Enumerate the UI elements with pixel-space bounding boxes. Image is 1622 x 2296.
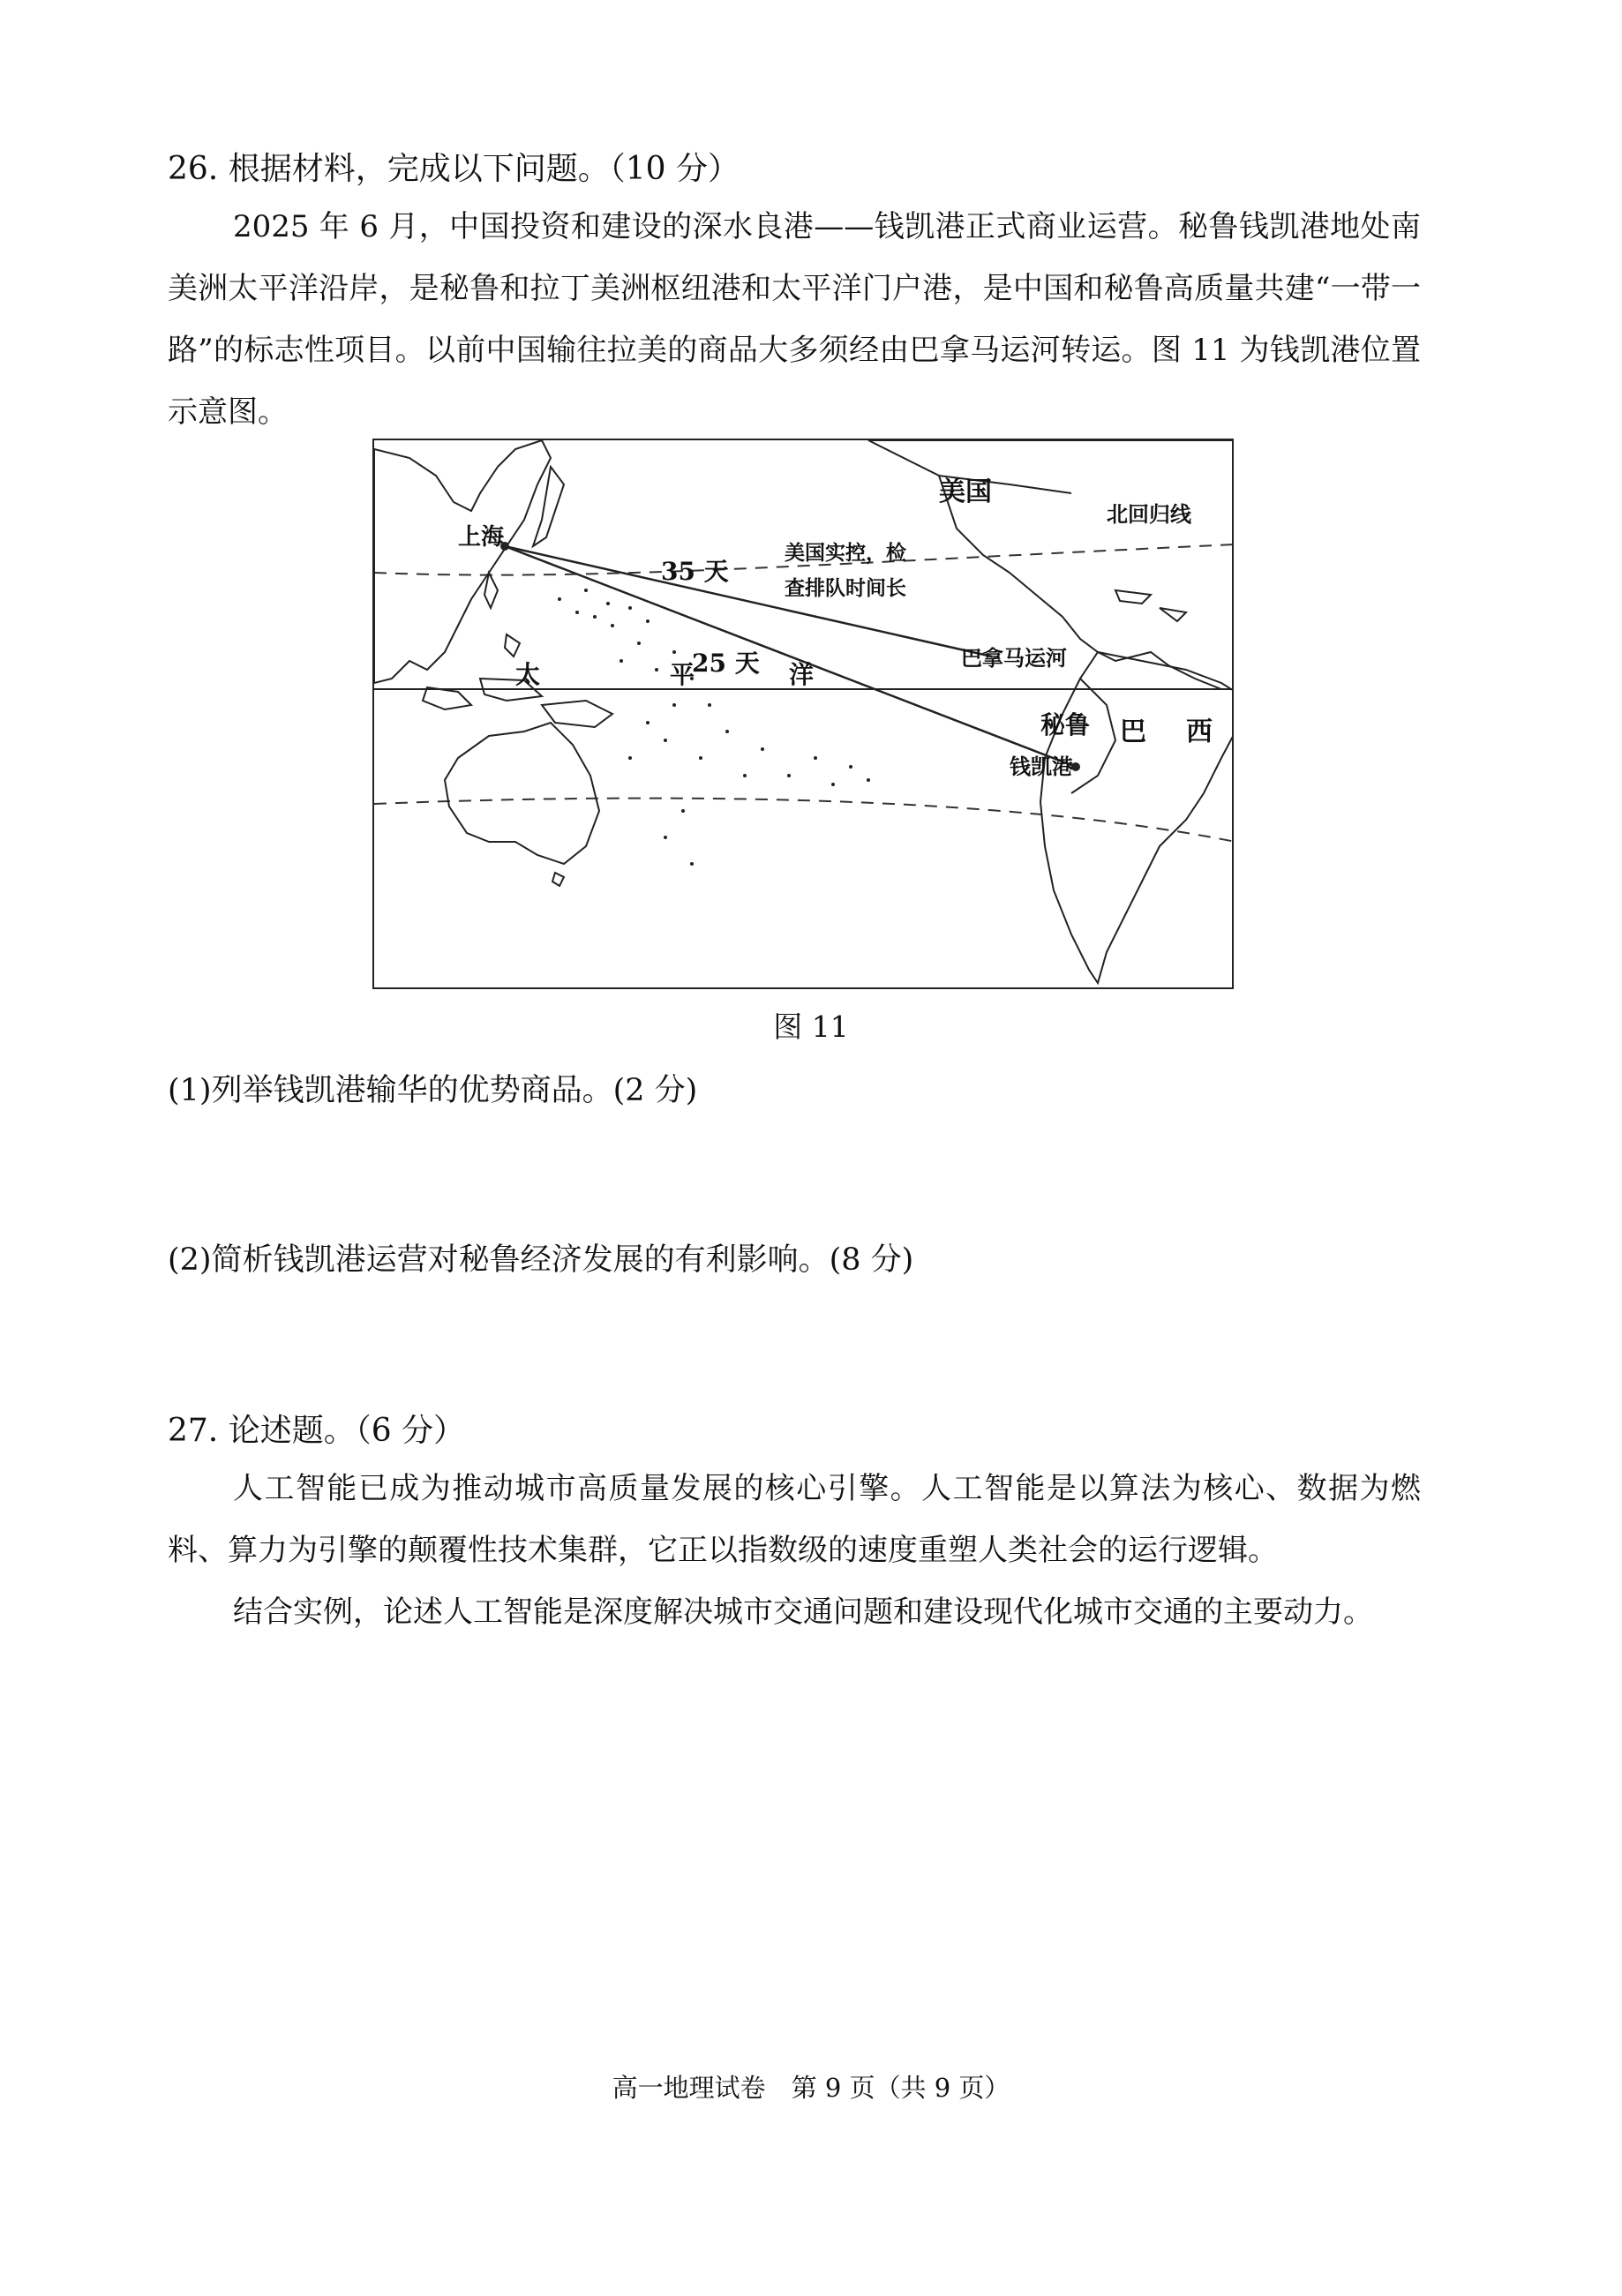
map-label-pacific-1: 太 [515, 660, 541, 689]
question-27-material: 人工智能已成为推动城市高质量发展的核心引擎。人工智能是以算法为核心、数据为燃料、算力为引擎的颠覆性技术集群，它正以指数级的速度重塑人类社会的运行逻辑。 [168, 1471, 1421, 1568]
map-label-brazil-2: 西 [1186, 717, 1213, 747]
tropic-of-capricorn-line [374, 799, 1234, 842]
map-label-shanghai: 上海 [458, 524, 505, 551]
map-label-usa: 美国 [939, 476, 992, 507]
map-label-pacific-3: 洋 [789, 660, 815, 689]
map-label-chancay-port: 钱凯港 [1010, 754, 1073, 779]
australia-outline [445, 723, 599, 864]
map-svg [374, 440, 1234, 989]
map-label-panama-canal: 巴拿马运河 [961, 645, 1067, 671]
map-label-us-note-line2: 查排队时间长 [785, 576, 906, 600]
south-america-outline [1040, 652, 1234, 983]
tasmania-outline [552, 873, 564, 886]
question-26-material: 2025 年 6 月，中国投资和建设的深水良港——钱凯港正式商业运营。秘鲁钱凯港地处南美洲太平洋沿岸，是秘鲁和拉丁美洲枢纽港和太平洋门户港，是中国和秘鲁高质量共建“一带一路”的标志性项目。以前中国输往拉美的商品大多须经由巴拿马运河转运。图 11 为钱凯港位置示意图。 [168, 209, 1421, 430]
question-27-task: 结合实例，论述人工智能是深度解决城市交通问题和建设现代化城市交通的主要动力。 [233, 1594, 1373, 1630]
japan-outline [533, 467, 564, 546]
map-label-us-note-line1: 美国实控，检 [785, 541, 906, 565]
map-label-tropic-of-cancer: 北回归线 [1107, 501, 1191, 527]
page-footer: 高一地理试卷 第 9 页（共 9 页） [612, 2073, 1010, 2103]
map-label-peru: 秘鲁 [1040, 710, 1091, 739]
question-26-heading: 26. 根据材料，完成以下问题。（10 分） [168, 151, 740, 187]
chancay-port-location-map [372, 439, 1234, 989]
question-26-sub-1: (1)列举钱凯港输华的优势商品。(2 分) [168, 1073, 698, 1108]
new-guinea-outline [542, 701, 612, 727]
figure-11-caption: 图 11 [773, 1009, 849, 1044]
map-label-pacific-2: 平 [670, 660, 695, 689]
map-label-brazil-1: 巴 [1120, 717, 1146, 747]
pacific-island-dots [558, 589, 870, 866]
question-26-sub-2: (2)简析钱凯港运营对秘鲁经济发展的有利影响。(8 分) [168, 1242, 914, 1278]
map-label-25-days: 25 天 [692, 649, 760, 678]
map-label-35-days: 35 天 [661, 557, 729, 586]
asia-coastline [374, 440, 551, 683]
question-27-heading: 27. 论述题。（6 分） [168, 1413, 466, 1449]
caribbean-islands [1115, 590, 1186, 621]
